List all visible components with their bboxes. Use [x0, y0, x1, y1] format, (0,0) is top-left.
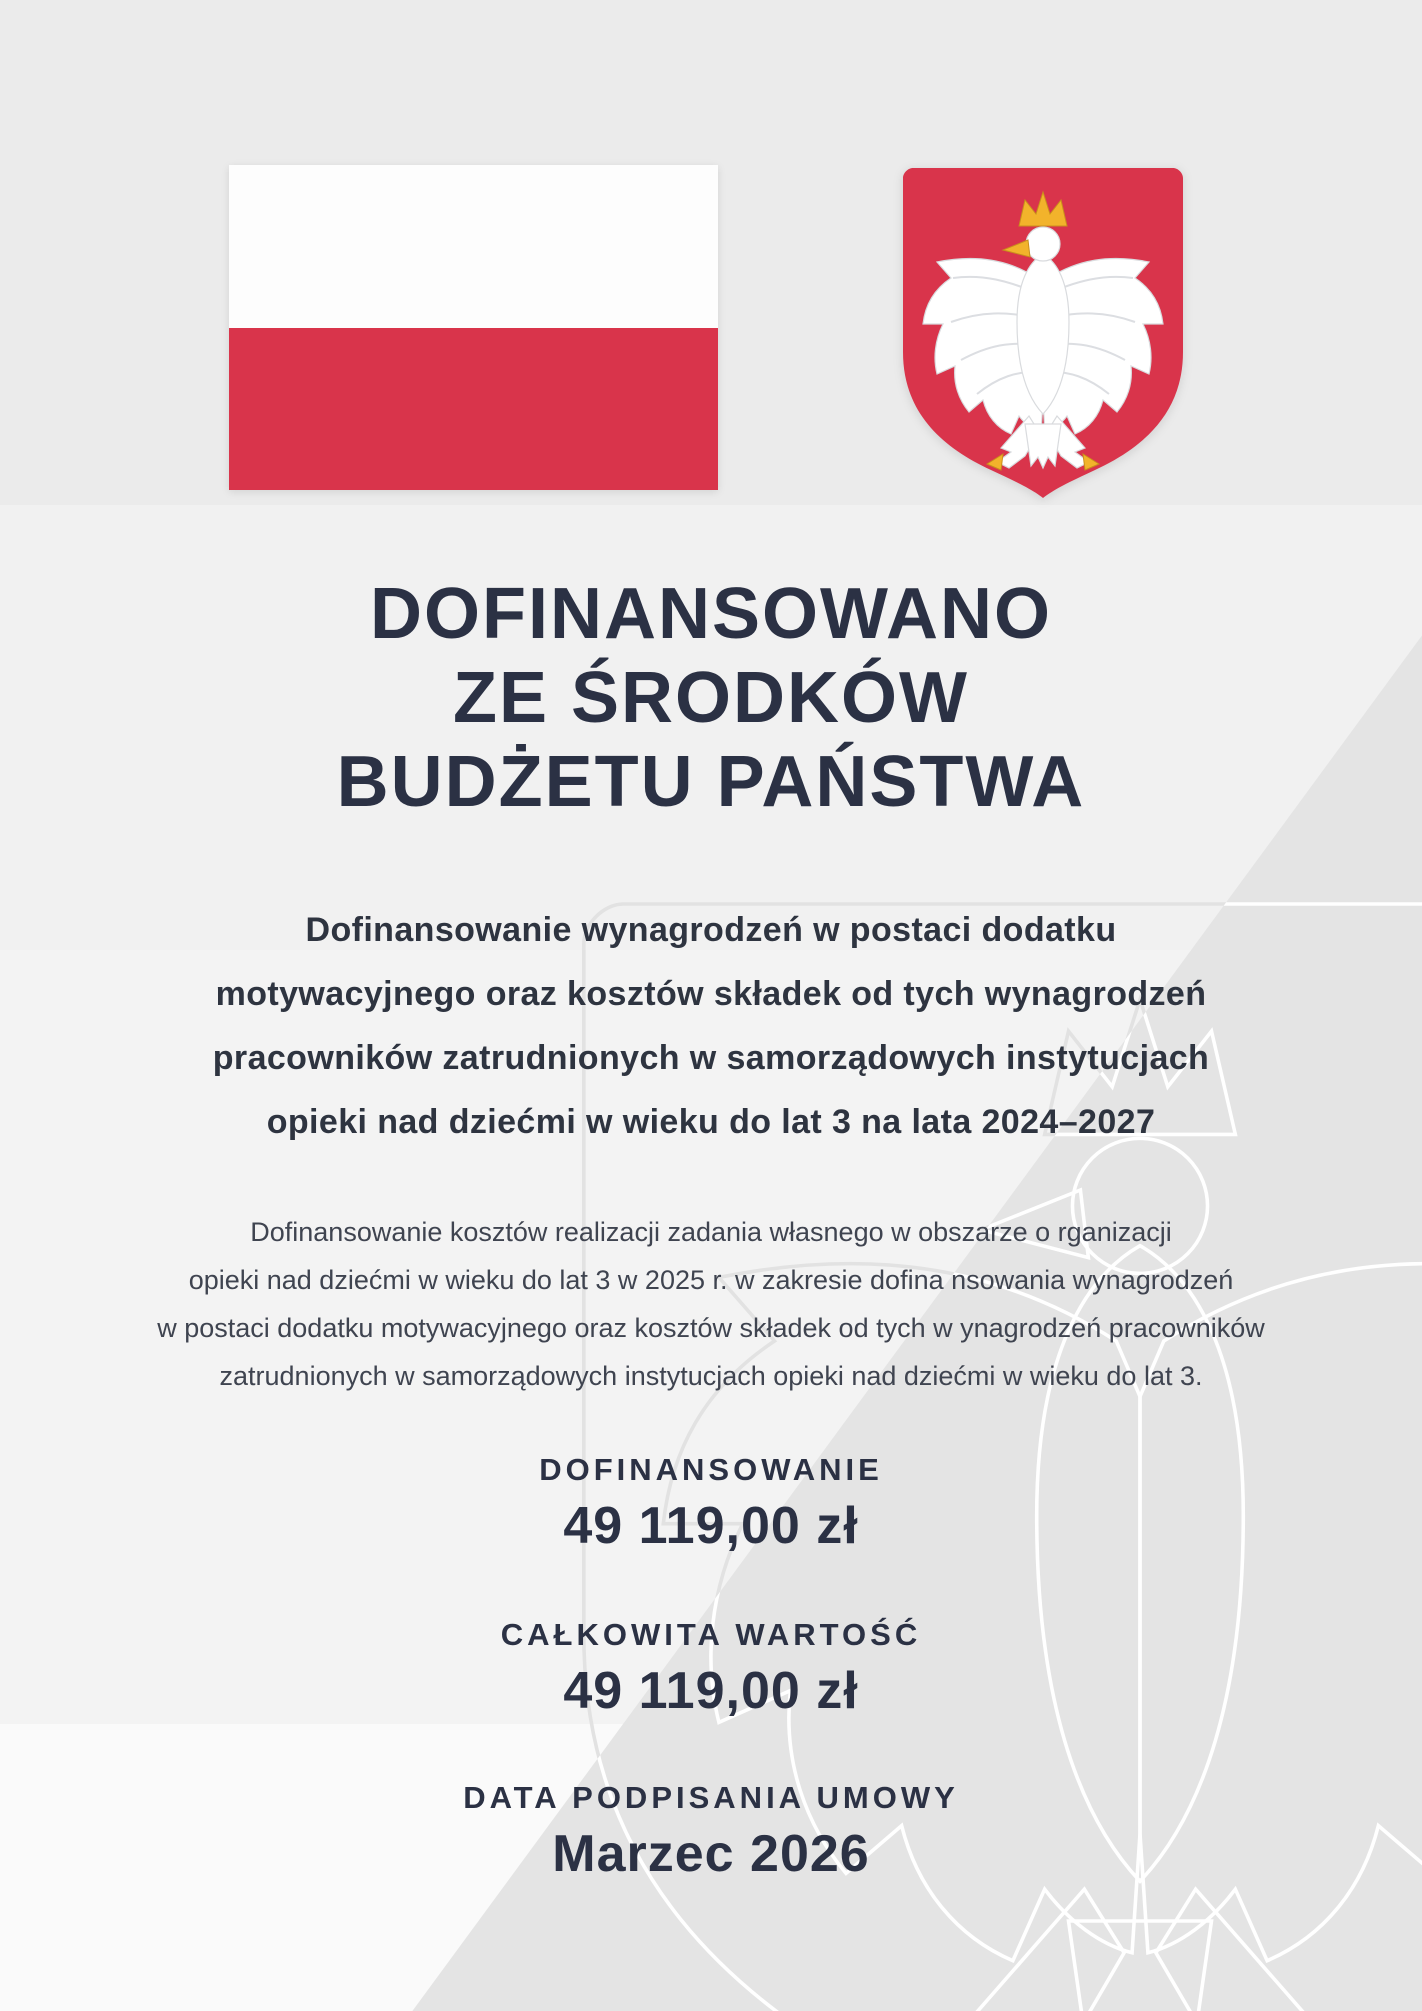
subtitle-line: pracowników zatrudnionych w samorządowych instytucjach: [212, 1039, 1210, 1077]
funding-label: DOFINANSOWANIE: [539, 1452, 883, 1487]
poland-flag: [229, 165, 718, 490]
title-line: BUDŻETU PAŃSTWA: [336, 742, 1086, 822]
task-description: [0, 1208, 1422, 1400]
funding-value: 49 119,00 zł: [563, 1497, 859, 1555]
total-value: 49 119,00 zł: [563, 1662, 859, 1720]
subtitle-line: motywacyjnego oraz kosztów składek od tych wynagrodzeń: [215, 975, 1207, 1013]
signing-date-label: DATA PODPISANIA UMOWY: [463, 1780, 959, 1815]
total-value-label: CAŁKOWITA WARTOŚĆ: [500, 1617, 922, 1652]
flag-white-stripe: [229, 165, 718, 328]
signing-date-value: Marzec 2026: [552, 1825, 870, 1883]
title-line: ZE ŚRODKÓW: [453, 658, 969, 738]
description-line: Dofinansowanie kosztów realizacji zadania własnego w obszarze o rganizacji: [250, 1217, 1172, 1247]
subtitle-line: opieki nad dziećmi w wieku do lat 3 na lata 2024–2027: [266, 1103, 1156, 1141]
description-line: zatrudnionych w samorządowych instytucjach opieki nad dziećmi w wieku do lat 3.: [219, 1361, 1203, 1391]
program-subtitle: [0, 898, 1422, 1154]
subtitle-line: Dofinansowanie wynagrodzeń w postaci dodatku: [305, 911, 1117, 949]
description-line: opieki nad dziećmi w wieku do lat 3 w 2025 r. w zakresie dofina nsowania wynagrodzeń: [188, 1265, 1234, 1295]
flag-red-stripe: [229, 328, 718, 491]
eagle-emblem-icon: [897, 162, 1189, 502]
description-line: w postaci dodatku motywacyjnego oraz kosztów składek od tych w ynagrodzeń pracowników: [157, 1313, 1265, 1343]
title-line: DOFINANSOWANO: [370, 574, 1052, 654]
poland-coat-of-arms: [897, 162, 1189, 502]
page-title: [0, 572, 1422, 824]
